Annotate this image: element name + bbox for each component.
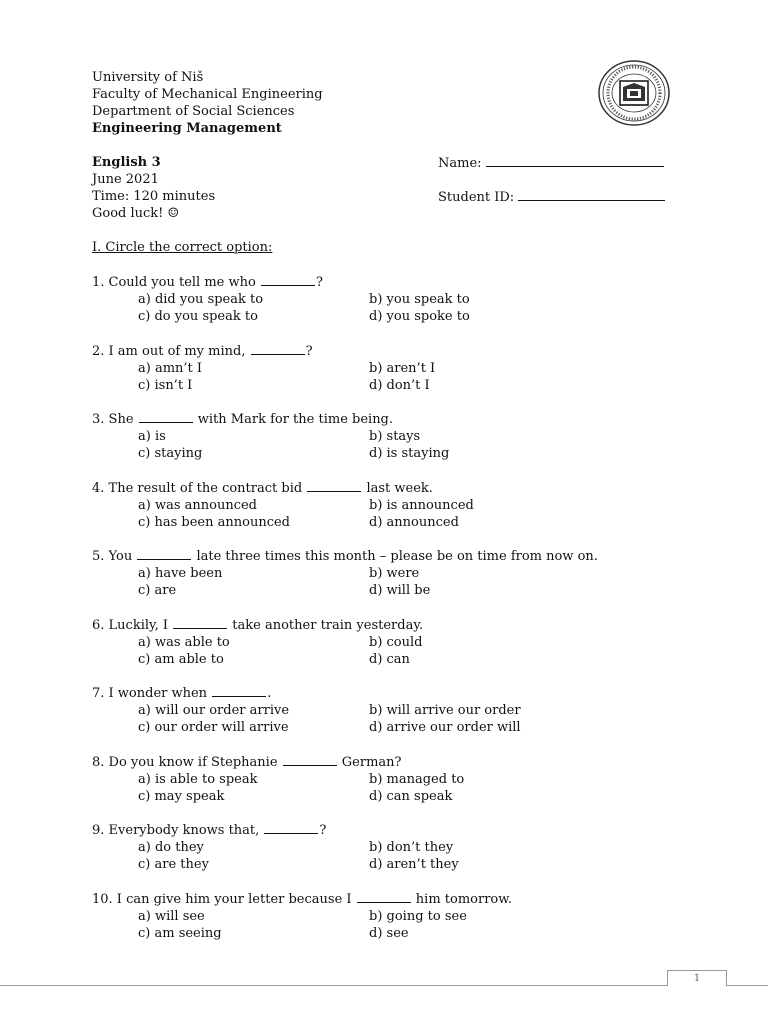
- answer-blank[interactable]: [212, 685, 266, 697]
- answer-option[interactable]: a) was announced: [138, 497, 257, 513]
- answer-option[interactable]: c) our order will arrive: [138, 720, 289, 735]
- answer-option[interactable]: a) amn’t I: [138, 360, 203, 376]
- question-5: [92, 548, 712, 617]
- answer-options: [92, 291, 712, 325]
- question-text-before: 6. Luckily, I: [92, 617, 173, 633]
- question-stem: [92, 548, 712, 565]
- university-name: University of Niš: [92, 70, 204, 85]
- exam-info: [92, 154, 215, 222]
- student-id-line[interactable]: [518, 188, 665, 201]
- section-title: I. Circle the correct option:: [92, 240, 273, 255]
- page-number: 1: [667, 970, 727, 986]
- answer-option[interactable]: b) is announced: [369, 497, 474, 513]
- question-list: [92, 274, 712, 959]
- answer-blank[interactable]: [283, 754, 337, 766]
- question-text-after: take another train yesterday.: [228, 617, 424, 633]
- question-text-before: 8. Do you know if Stephanie: [92, 754, 282, 770]
- answer-option[interactable]: a) will our order arrive: [138, 703, 290, 718]
- answer-blank[interactable]: [251, 343, 305, 355]
- question-stem: [92, 754, 712, 771]
- student-id-label: Student ID:: [438, 190, 515, 205]
- question-text-after: with Mark for the time being.: [193, 412, 394, 427]
- answer-option[interactable]: c) are: [138, 583, 177, 598]
- answer-blank[interactable]: [137, 548, 191, 560]
- question-text-after: last week.: [362, 480, 433, 496]
- answer-option[interactable]: b) will arrive our order: [369, 703, 521, 718]
- question-stem: [92, 617, 712, 634]
- faculty-name: Faculty of Mechanical Engineering: [92, 87, 323, 102]
- greeting: Good luck! ☺: [92, 206, 180, 221]
- answer-options: [92, 908, 712, 942]
- answer-options: [92, 771, 712, 805]
- answer-option[interactable]: a) did you speak to: [138, 292, 264, 307]
- answer-blank[interactable]: [307, 480, 361, 492]
- answer-blank[interactable]: [264, 822, 318, 834]
- course-title: English 3: [92, 155, 161, 170]
- name-label: Name:: [438, 156, 482, 171]
- name-line[interactable]: [486, 154, 664, 167]
- answer-option[interactable]: c) are they: [138, 857, 209, 872]
- answer-option[interactable]: a) was able to: [138, 634, 230, 650]
- question-text-before: 3. She: [92, 412, 138, 427]
- answer-option[interactable]: a) is: [138, 429, 166, 444]
- answer-blank[interactable]: [173, 617, 227, 629]
- answer-option[interactable]: d) you spoke to: [369, 309, 470, 324]
- answer-option[interactable]: c) do you speak to: [138, 309, 258, 324]
- answer-option[interactable]: d) is staying: [369, 446, 450, 461]
- question-4: [92, 480, 712, 549]
- answer-option[interactable]: d) arrive our order will: [369, 720, 521, 735]
- student-fields: [438, 154, 665, 205]
- answer-option[interactable]: a) do they: [138, 840, 204, 855]
- question-6: [92, 617, 712, 686]
- question-text-after: him tomorrow.: [411, 891, 512, 907]
- question-10: [92, 891, 712, 960]
- footer-divider: [0, 985, 768, 986]
- answer-option[interactable]: c) has been announced: [138, 514, 290, 530]
- answer-option[interactable]: a) have been: [138, 566, 223, 581]
- question-text-after: ?: [315, 275, 323, 290]
- student-id-field[interactable]: [438, 188, 665, 205]
- answer-options: [92, 497, 712, 531]
- question-8: [92, 754, 712, 823]
- question-1: [92, 274, 712, 343]
- program-name: Engineering Management: [92, 121, 282, 136]
- answer-options: [92, 839, 712, 873]
- question-text-before: 4. The result of the contract bid: [92, 480, 307, 496]
- name-field[interactable]: [438, 154, 665, 171]
- question-7: [92, 685, 712, 754]
- question-2: [92, 343, 712, 412]
- answer-options: [92, 428, 712, 462]
- question-text-before: 1. Could you tell me who: [92, 275, 260, 290]
- answer-option[interactable]: b) could: [369, 634, 423, 650]
- question-text-before: 2. I am out of my mind,: [92, 343, 250, 359]
- exam-date: June 2021: [92, 172, 159, 187]
- question-9: [92, 822, 712, 891]
- question-stem: [92, 274, 712, 291]
- answer-blank[interactable]: [357, 891, 411, 903]
- answer-option[interactable]: d) don’t I: [369, 377, 430, 393]
- answer-option[interactable]: b) going to see: [369, 908, 467, 924]
- question-stem: [92, 685, 712, 702]
- question-text-before: 9. Everybody knows that,: [92, 823, 264, 838]
- question-stem: [92, 822, 712, 839]
- answer-option[interactable]: b) were: [369, 566, 420, 581]
- answer-option[interactable]: d) will be: [369, 583, 431, 598]
- answer-option[interactable]: b) stays: [369, 429, 421, 444]
- question-text-after: ?: [319, 823, 327, 838]
- question-text-after: late three times this month – please be on time from now on.: [192, 549, 598, 564]
- answer-options: [92, 702, 712, 736]
- answer-options: [92, 565, 712, 599]
- answer-option[interactable]: c) am seeing: [138, 925, 222, 941]
- answer-option[interactable]: d) announced: [369, 514, 459, 530]
- question-3: [92, 411, 712, 480]
- question-stem: [92, 891, 712, 908]
- institution-header: [92, 69, 323, 137]
- answer-option[interactable]: c) may speak: [138, 788, 225, 804]
- answer-option[interactable]: c) am able to: [138, 651, 224, 667]
- answer-option[interactable]: d) aren’t they: [369, 857, 459, 872]
- answer-option[interactable]: a) will see: [138, 908, 205, 924]
- answer-option[interactable]: a) is able to speak: [138, 771, 258, 787]
- exam-duration: Time: 120 minutes: [92, 189, 216, 204]
- question-text-before: 10. I can give him your letter because I: [92, 891, 356, 907]
- answer-options: [92, 634, 712, 668]
- answer-option[interactable]: b) aren’t I: [369, 360, 436, 376]
- answer-option[interactable]: b) managed to: [369, 771, 465, 787]
- answer-option[interactable]: d) can speak: [369, 788, 453, 804]
- question-stem: [92, 343, 712, 360]
- question-text-after: German?: [337, 754, 402, 770]
- question-text-after: ?: [305, 343, 313, 359]
- question-text-before: 7. I wonder when: [92, 686, 212, 701]
- question-stem: [92, 411, 712, 428]
- answer-option[interactable]: c) staying: [138, 446, 203, 461]
- answer-option[interactable]: d) can: [369, 651, 410, 667]
- answer-option[interactable]: d) see: [369, 925, 409, 941]
- answer-blank[interactable]: [261, 274, 315, 286]
- university-seal-icon: [596, 59, 672, 127]
- question-stem: [92, 480, 712, 497]
- question-text-after: .: [267, 686, 272, 701]
- answer-option[interactable]: b) you speak to: [369, 292, 470, 307]
- answer-option[interactable]: b) don’t they: [369, 840, 454, 855]
- answer-blank[interactable]: [139, 411, 193, 423]
- question-text-before: 5. You: [92, 549, 137, 564]
- answer-options: [92, 360, 712, 394]
- answer-option[interactable]: c) isn’t I: [138, 377, 193, 393]
- department-name: Department of Social Sciences: [92, 104, 295, 119]
